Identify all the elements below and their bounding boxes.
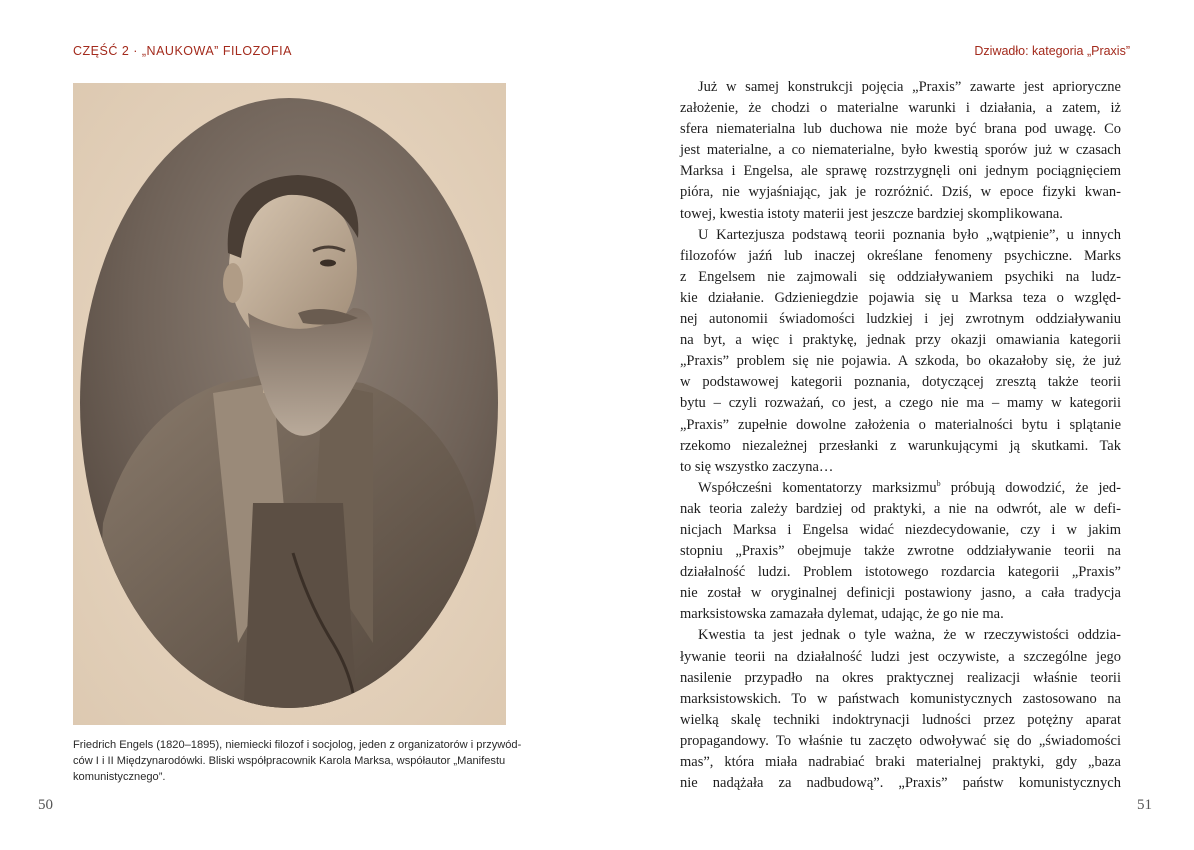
text-line	[680, 752, 1121, 773]
text-line	[680, 225, 1121, 246]
text-segment: kie działanie. Gdzieniegdzie pojawia się u Marksa teza o względ-	[680, 289, 1121, 306]
running-head-left: CZĘŚĆ 2 · „NAUKOWA” FILOZOFIA	[73, 44, 292, 58]
footnote-marker[interactable]: b	[936, 478, 941, 488]
text-segment: Kwestia ta jest jednak o tyle ważna, że w rzeczywistości oddzia-	[698, 627, 1121, 644]
text-segment: nicjach Marksa i Engelsa widać niezdecydowanie, czy i w jakim	[680, 521, 1121, 538]
text-line	[680, 204, 1121, 225]
text-line	[680, 689, 1121, 710]
right-page	[597, 0, 1194, 850]
text-line	[680, 119, 1121, 140]
text-segment: marksistowskich. To w państwach komunistycznych zastosowano na	[680, 690, 1121, 707]
text-segment: bytu – czyli rozważań, co jest, a czego nie ma – mamy w kategorii	[680, 395, 1121, 412]
text-line	[680, 478, 1121, 499]
text-segment: filozofów jaźń lub inaczej określane fenomeny psychiczne. Marks	[680, 247, 1121, 264]
text-segment: w podstawowej kategorii poznania, dotyczącej zresztą także teorii	[680, 374, 1121, 391]
text-segment: działalność ludzi. Problem istotowego rozdarcia kategorii „Praxis”	[680, 564, 1121, 581]
text-line	[680, 372, 1121, 393]
text-line	[680, 773, 1121, 794]
text-segment: rzekomo niezależnej przesłanki z warunkującymi ją skutkami. Tak	[680, 437, 1121, 454]
text-segment: wielką skalę techniki indoktrynacji ludności przez potężny aparat	[680, 711, 1121, 728]
text-segment: z Engelsem nie zajmowali się oddziaływaniem psychiki na ludz-	[680, 268, 1121, 285]
text-line	[680, 309, 1121, 330]
text-segment: towej, kwestia istoty materii jest jeszcze bardziej skomplikowana.	[680, 205, 1063, 222]
text-line	[680, 246, 1121, 267]
text-line	[680, 267, 1121, 288]
text-line	[680, 647, 1121, 668]
running-head-right: Dziwadło: kategoria „Praxis”	[974, 44, 1130, 58]
text-line	[680, 330, 1121, 351]
text-line	[680, 457, 1121, 478]
body-text	[680, 77, 1121, 794]
text-line	[680, 77, 1121, 98]
text-line	[680, 98, 1121, 119]
text-line	[680, 731, 1121, 752]
text-segment: nie został w oryginalnej definicji postawiony jasno, a cała tradycja	[680, 585, 1121, 602]
text-segment: nej autonomii świadomości ludzkiej i jej zwrotnym oddziaływaniu	[680, 311, 1121, 328]
text-segment: sfera niematerialna lub duchowa nie może być brana pod uwagę. Co	[680, 121, 1121, 138]
text-segment: jest materialne, a co niematerialne, było kwestią sporów już w czasach	[680, 142, 1121, 159]
text-segment: Współcześni komentatorzy marksizmu	[698, 479, 937, 496]
text-segment: propagandowy. To właśnie tu zaczęto odwoływać się do „świadomości	[680, 732, 1121, 749]
text-segment: „Praxis” zupełnie dowolne założenia o materialności bytu i splątanie	[680, 416, 1121, 433]
page-number-right: 51	[1137, 797, 1152, 813]
portrait-photo	[73, 83, 506, 725]
text-line	[680, 288, 1121, 309]
text-segment: nasilenie przypadło na okres praktycznej realizacji właśnie teorii	[680, 669, 1121, 686]
text-line	[680, 583, 1121, 604]
text-line	[680, 415, 1121, 436]
caption-line: ców I i II Międzynarodówki. Bliski współpracownik Karola Marksa, współautor „Manifestu	[73, 755, 506, 767]
text-segment: pióra, nie wyjaśniając, jak je rozróżnić. Dziś, w epoce fizyki kwan-	[680, 184, 1121, 201]
text-segment: Marksa i Engelsa, ale sprawę rozstrzygnęli oni jednym pociągnięciem	[680, 163, 1121, 180]
text-line	[680, 161, 1121, 182]
text-segment: U Kartezjusza podstawą teorii poznania było „wątpienie”, u innych	[698, 226, 1121, 243]
text-line	[680, 182, 1121, 203]
text-segment: Już w samej konstrukcji pojęcia „Praxis” zawarte jest aprioryczne	[698, 79, 1121, 95]
photo-caption	[73, 737, 522, 785]
text-segment: próbują dowodzić, że jed-	[940, 479, 1121, 496]
text-line	[680, 499, 1121, 520]
text-line	[680, 393, 1121, 414]
text-segment: stopniu „Praxis” obejmuje także zwrotne oddziaływanie teorii na	[680, 543, 1121, 560]
text-line	[680, 710, 1121, 731]
text-segment: założenie, że chodzi o materialne warunki i działania, a zatem, iż	[680, 100, 1121, 117]
text-line	[680, 520, 1121, 541]
caption-line: komunistycznego”.	[73, 771, 166, 783]
text-line	[680, 668, 1121, 689]
text-line	[680, 351, 1121, 372]
portrait-illustration	[73, 83, 506, 725]
text-segment: ływanie teorii na działalność ludzi jest oczywiste, a szczególne jego	[680, 648, 1121, 665]
text-line	[680, 604, 1121, 625]
text-segment: nie nadążała za nadbudową”. „Praxis” państw komunistycznych	[680, 775, 1121, 792]
text-line	[680, 436, 1121, 457]
text-segment: mas”, która miała nadrabiać braki materialnej praktyki, gdy „baza	[680, 754, 1121, 770]
text-line	[680, 140, 1121, 161]
text-segment: to się wszystko zaczyna…	[680, 458, 834, 475]
text-segment: marksistowska zamazała dylemat, udając, że go nie ma.	[680, 606, 1004, 623]
text-segment: na byt, a więc i praktykę, jednak przy okazji omawiania kategorii	[680, 332, 1121, 349]
text-segment: nak teoria zależy bardziej od praktyki, a nie na odwrót, ale w defi-	[680, 500, 1121, 517]
caption-line: Friedrich Engels (1820–1895), niemiecki filozof i socjolog, jeden z organizatorów i przywód-	[73, 739, 522, 751]
text-line	[680, 541, 1121, 562]
text-segment: „Praxis” problem się nie pojawia. A szkoda, bo okazałoby się, że już	[680, 353, 1121, 370]
text-line	[680, 625, 1121, 646]
text-line	[680, 562, 1121, 583]
page-number-left: 50	[38, 797, 53, 813]
